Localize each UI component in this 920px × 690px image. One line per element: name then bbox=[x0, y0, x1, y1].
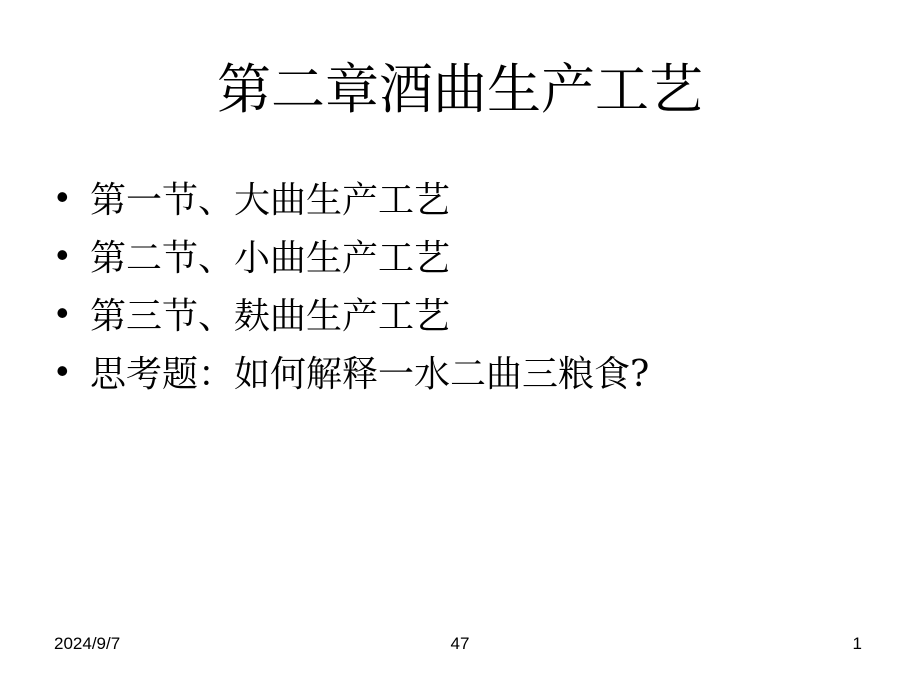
bullet-text: 思考题：如何解释一水二曲三粮食? bbox=[90, 353, 650, 395]
footer-date: 2024/9/7 bbox=[54, 634, 121, 653]
bullet-icon: • bbox=[56, 234, 69, 275]
list-item bbox=[56, 284, 876, 342]
bullet-icon: • bbox=[56, 350, 69, 391]
bullet-list bbox=[56, 168, 876, 400]
bullet-icon: • bbox=[56, 292, 69, 333]
bullet-text: 第三节、麸曲生产工艺 bbox=[90, 295, 451, 337]
bullet-text: 第二节、小曲生产工艺 bbox=[90, 237, 451, 279]
bullet-icon: • bbox=[56, 176, 69, 217]
page-number: 1 bbox=[852, 634, 862, 653]
list-item bbox=[56, 342, 876, 400]
list-item bbox=[56, 168, 876, 226]
footer-center-text: 47 bbox=[450, 634, 470, 653]
list-item bbox=[56, 226, 876, 284]
slide-title: 第二章酒曲生产工艺 bbox=[217, 58, 703, 121]
bullet-text: 第一节、大曲生产工艺 bbox=[90, 179, 451, 221]
